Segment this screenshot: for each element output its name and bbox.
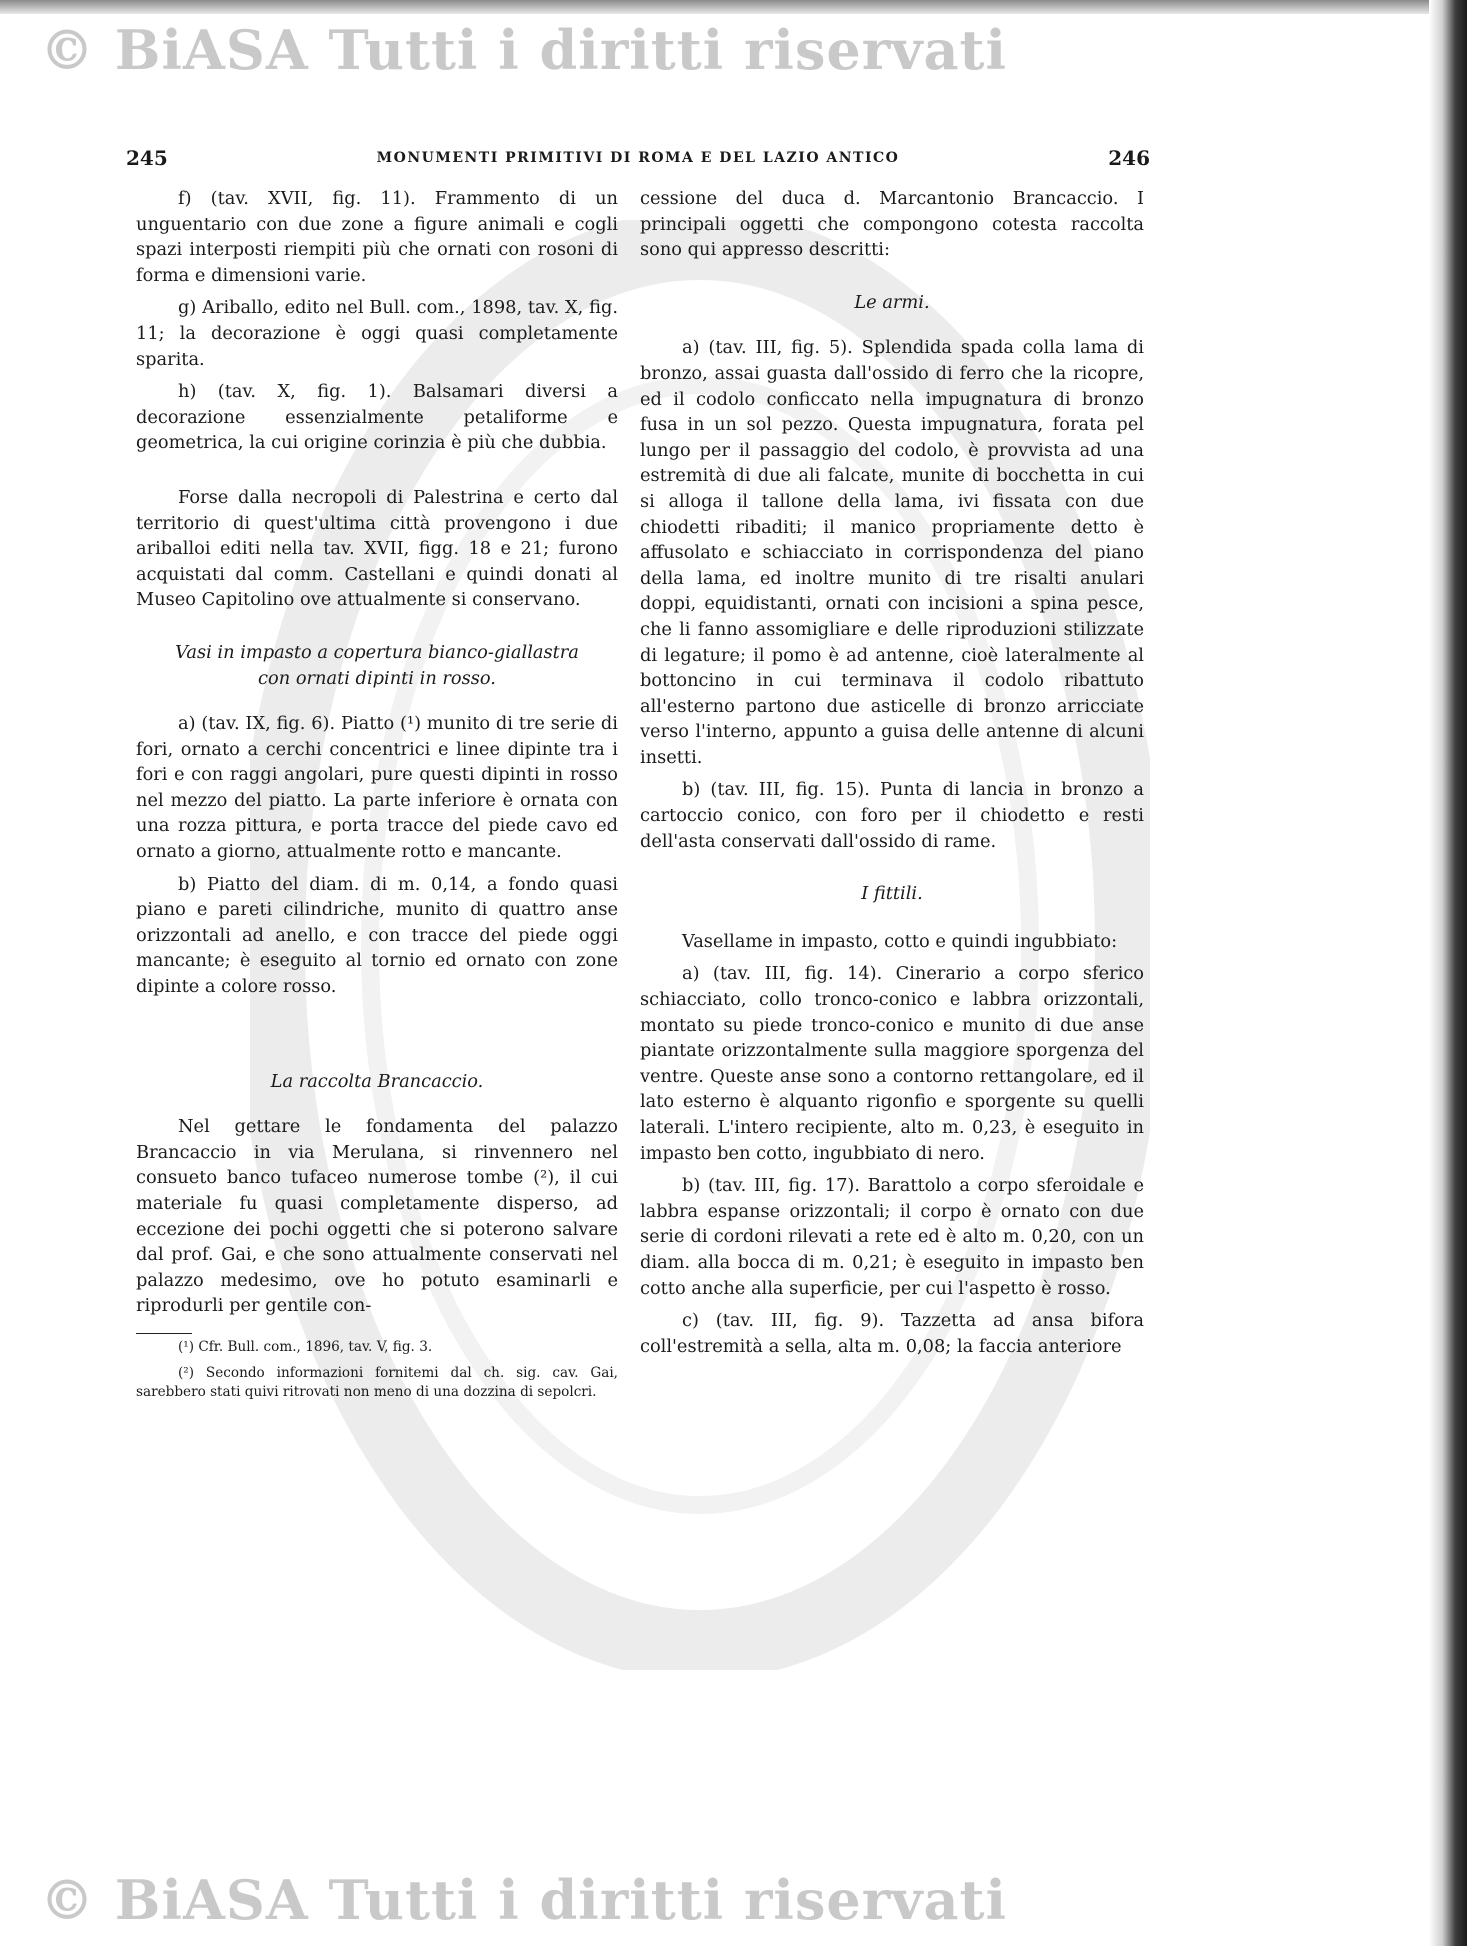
section-heading: I fittili. <box>861 883 923 905</box>
paragraph: g) Ariballo, edito nel Bull. com., 1898, tav. X, fig. 11; la decorazione è oggi quasi completamente sparita. <box>136 297 618 370</box>
scan-right-edge <box>1429 0 1467 1946</box>
section-heading: con ornati dipinti in rosso. <box>258 667 496 689</box>
watermark-top: © BiASA Tutti i diritti riservati <box>40 18 1007 82</box>
paragraph: Nel gettare le fondamenta del palazzo Brancaccio in via Merulana, si rinvennero nel consueto banco tufaceo numerose tombe (²), il cui materiale fu quasi completamente disperso, ad eccezione dei pochi oggetti che si poterono salvare dal prof. Gai, e che sono attualmente conservati nel palazzo medesimo, ove ho potuto esaminarli e riprodurli per gentile con- <box>136 1116 618 1317</box>
paragraph: b) (tav. III, fig. 15). Punta di lancia in bronzo a cartoccio conico, con foro per il chiodetto e resti dell'asta conservati dall'ossido di rame. <box>640 779 1144 852</box>
paragraph: Forse dalla necropoli di Palestrina e certo dal territorio di quest'ultima città provengono i due ariballoi editi nella tav. XVII, figg. 18 e 21; furono acquistati dal comm. Castellani e quindi donati al Museo Capitolino ove attualmente si conservano. <box>136 486 618 611</box>
page-number-left: 245 <box>126 146 168 170</box>
paragraph: a) (tav. III, fig. 5). Splendida spada colla lama di bronzo, assai guasta dall'ossido di ferro che la ricopre, ed il codolo conficcato nella impugnatura di bronzo fusa in un sol pezzo. Questa impugnatura, forata pel lungo per il passaggio del codolo, è provvista ad una estremità di due ali falcate, munite di bocchetta in cui si alloga il tallone della lama, ivi fissata con due chiodetti ribaditi; il manico propriamente detto è affusolato e schiacciato in corrispondenza del piano della lama, ed inoltre munito di tre risalti anulari doppi, equidistanti, ornati con incisioni a spina pesce, che li fanno assomigliare e delle riproduzioni stilizzate di legature; il pomo è ad antenne, cioè lateralmente al bottoncino in cui terminava il codolo ribattuto all'esterno partono due asticelle di bronzo arricciate verso l'interno, appunto a guisa delle antenne di alcuni insetti. <box>640 337 1144 768</box>
paragraph: a) (tav. IX, fig. 6). Piatto (¹) munito di tre serie di fori, ornato a cerchi concentrici e linee dipinte tra i fori e con raggi angolari, pure questi dipinti in rosso nel mezzo del piatto. La parte inferiore è ornata con una rozza pittura, e porta tracce del piede cavo ed ornato a giorno, attualmente rotto e mancante. <box>136 713 618 863</box>
paragraph: h) (tav. X, fig. 1). Balsamari diversi a decorazione essenzialmente petaliforme e geometrica, la cui origine corinzia è più che dubbia. <box>136 381 618 454</box>
paragraph: c) (tav. III, fig. 9). Tazzetta ad ansa bifora coll'estremità a sella, alta m. 0,08; la faccia anteriore <box>640 1310 1144 1357</box>
footnote-rule <box>136 1333 192 1334</box>
footnote: (¹) Cfr. Bull. com., 1896, tav. V, fig. 3. <box>178 1338 433 1355</box>
right-column <box>640 186 1144 1366</box>
section-heading: Le armi. <box>854 291 930 313</box>
page-header <box>126 146 1150 182</box>
page-number-right: 246 <box>1108 146 1150 170</box>
paragraph: a) (tav. III, fig. 14). Cinerario a corpo sferico schiacciato, collo tronco-conico e labbra orizzontali, montato su piede tronco-conico e munito di due anse piantate orizzontalmente sulla maggiore sporgenza del ventre. Queste anse sono a contorno rettangolare, ed il lato esterno è alquanto rigonfio e sporgente su quelli laterali. L'intero recipiente, alto m. 0,23, è eseguito in impasto ben cotto, ingubbiato di nero. <box>640 963 1144 1164</box>
section-heading: La raccolta Brancaccio. <box>270 1070 484 1092</box>
paragraph: cessione del duca d. Marcantonio Brancaccio. I principali oggetti che compongono cotesta raccolta sono qui appresso descritti: <box>640 188 1144 261</box>
scan-top-edge <box>0 0 1467 14</box>
footnote: (²) Secondo informazioni fornitemi dal ch. sig. cav. Gai, sarebbero stati quivi ritrovati non meno di una dozzina di sepolcri. <box>136 1364 618 1400</box>
left-column <box>136 186 618 1409</box>
running-title: MONUMENTI PRIMITIVI DI ROMA E DEL LAZIO ANTICO <box>376 150 900 166</box>
paragraph: b) Piatto del diam. di m. 0,14, a fondo quasi piano e pareti cilindriche, munito di quattro anse orizzontali ad anello, e con tracce del piede oggi mancante; è eseguito al tornio ed ornato con zone dipinte a colore rosso. <box>136 873 618 998</box>
watermark-bottom: © BiASA Tutti i diritti riservati <box>40 1868 1007 1932</box>
section-heading: Vasi in impasto a copertura bianco-giallastra <box>175 641 579 663</box>
paragraph: b) (tav. III, fig. 17). Barattolo a corpo sferoidale e labbra espanse orizzontali; il corpo è ornato con due serie di cordoni rilevati a rete ed è alto m. 0,20, con un diam. alla bocca di m. 0,21; è eseguito in impasto ben cotto anche alla superficie, per cui l'aspetto è rosso. <box>640 1175 1144 1299</box>
paragraph: f) (tav. XVII, fig. 11). Frammento di un unguentario con due zone a figure animali e cogli spazi interposti riempiti più che ornati con rosoni di forma e dimensioni varie. <box>136 188 618 286</box>
paragraph: Vasellame in impasto, cotto e quindi ingubbiato: <box>682 930 1118 952</box>
